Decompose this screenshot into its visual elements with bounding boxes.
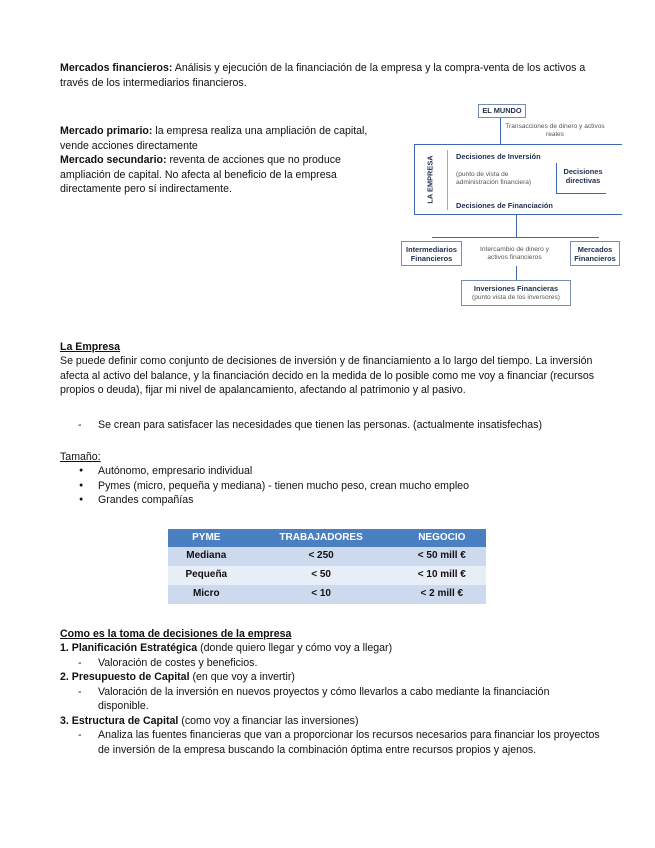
table-header-row: [168, 529, 486, 547]
decision-1-term: 1. Planificación Estratégica: [60, 642, 198, 654]
table-header: PYME: [168, 529, 245, 547]
company-top-line: [414, 144, 622, 145]
decision-1-sublist: [60, 656, 620, 671]
table-row: [168, 566, 486, 585]
list-item: - Valoración de la inversión en nuevos proyectos y cómo llevarlos a cabo mediante la financiación disponible.: [60, 685, 560, 714]
secondary-market-text: reventa de acciones que no produce ampliación de capital. No afecta al beneficio de la empresa directamente pero sí indirectamente.: [60, 154, 341, 195]
intro-paragraph: [60, 61, 600, 90]
decision-3-term: 3. Estructura de Capital: [60, 714, 179, 727]
investments-label: Inversiones Financieras: [473, 284, 559, 293]
directive-left-line: [556, 163, 557, 193]
world-connector: [500, 118, 501, 144]
company-heading: La Empresa: [60, 341, 121, 353]
table-header: TRABAJADORES: [245, 529, 398, 547]
pyme-table: [168, 529, 486, 604]
intermediaries-label: Intermediarios Financieros: [406, 245, 457, 263]
intro-term: Mercados financieros:: [60, 62, 173, 74]
investor-view-label: (punto vista de los inversores): [472, 294, 560, 301]
company-paragraph: Se puede definir como conjunto de decisiones de inversión y de financiamiento a lo largo del tiempo. La inversión afecta al activo del balance, y la financiación decido en la medida de lo posible como me voy a financiar (recursos propios o deuda), fijar mi nivel de apalancamiento, afectando al patrimonio y al pasivo.: [60, 355, 595, 396]
decision-item-3: [60, 714, 620, 729]
primary-market-text: la empresa realiza una ampliación de capital, vende acciones directamente: [60, 125, 368, 152]
size-heading: Tamaño:: [60, 451, 101, 463]
list-item: ● Grandes compañías: [60, 493, 620, 508]
table-cell: Pequeña: [168, 566, 245, 585]
bottom-branch-line: [432, 237, 599, 238]
list-item: ● Autónomo, empresario individual: [60, 464, 620, 479]
secondary-market-term: Mercado secundario:: [60, 154, 167, 166]
list-item: ● Pymes (micro, pequeña y mediana) - tienen mucho peso, crean mucho empleo: [60, 479, 620, 494]
viewpoint-label: (punto de vista de administración financiera): [456, 171, 532, 186]
decision-2-text: (en que voy a invertir): [189, 671, 295, 683]
table-cell: < 50: [245, 566, 398, 585]
investment-decisions: Decisiones de Inversión: [456, 152, 541, 161]
company-down-connector: [516, 215, 517, 237]
directive-bottom-line: [556, 193, 606, 194]
table-row: [168, 585, 486, 604]
financing-decisions: Decisiones de Financiación: [456, 201, 553, 210]
table-cell: < 10: [245, 585, 398, 604]
exchange-label: Intercambio de dinero y activos financieros: [480, 246, 549, 261]
list-item: - Valoración de costes y beneficios.: [60, 656, 620, 671]
table-cell: Mediana: [168, 547, 245, 566]
table-cell: < 2 mill €: [398, 585, 486, 604]
company-left-line: [414, 144, 415, 215]
decision-2-term: 2. Presupuesto de Capital: [60, 671, 190, 683]
table-cell: Micro: [168, 585, 245, 604]
primary-market-term: Mercado primario:: [60, 125, 153, 137]
table-cell: < 10 mill €: [398, 566, 486, 585]
company-divider: [447, 150, 448, 210]
size-list: [60, 464, 620, 508]
transactions-label: Transacciones de dinero y activos reales: [505, 123, 605, 138]
decision-3-text: (como voy a financiar las inversiones): [178, 714, 359, 727]
markets-label: Mercados Financieros: [574, 245, 616, 263]
company-label: LA EMPRESA: [425, 155, 435, 204]
table-header: NEGOCIO: [398, 529, 486, 547]
company-bottom-line: [414, 214, 622, 215]
decision-2-sublist: [60, 685, 560, 714]
decision-3-sublist: [60, 728, 600, 757]
company-bullet-list: [60, 418, 620, 433]
decision-1-text: (donde quiero llegar y cómo voy a llegar): [197, 642, 393, 654]
decision-item-2: [60, 670, 620, 685]
list-item: - Analiza las fuentes financieras que van a proporcionar los recursos necesarios para financiar los proyectos de inversión de la empresa buscando la combinación óptima entre recursos propios y ajenos.: [60, 728, 600, 757]
world-label: EL MUNDO: [482, 106, 522, 115]
decisions-heading: Como es la toma de decisiones de la empresa: [60, 628, 292, 640]
table-cell: < 50 mill €: [398, 547, 486, 566]
investments-connector: [516, 266, 517, 280]
intro-text: Análisis y ejecución de la financiación de la empresa y la compra-venta de los activos a través de los intermediarios financieros.: [60, 62, 586, 89]
decision-item-1: [60, 641, 620, 656]
decisions-list: [60, 641, 620, 757]
markets-paragraph: [60, 124, 380, 197]
list-item: - Se crean para satisfacer las necesidades que tienen las personas. (actualmente insatisfechas): [60, 418, 620, 433]
table-row: [168, 547, 486, 566]
table-cell: < 250: [245, 547, 398, 566]
directive-decisions: Decisiones directivas: [563, 167, 603, 185]
